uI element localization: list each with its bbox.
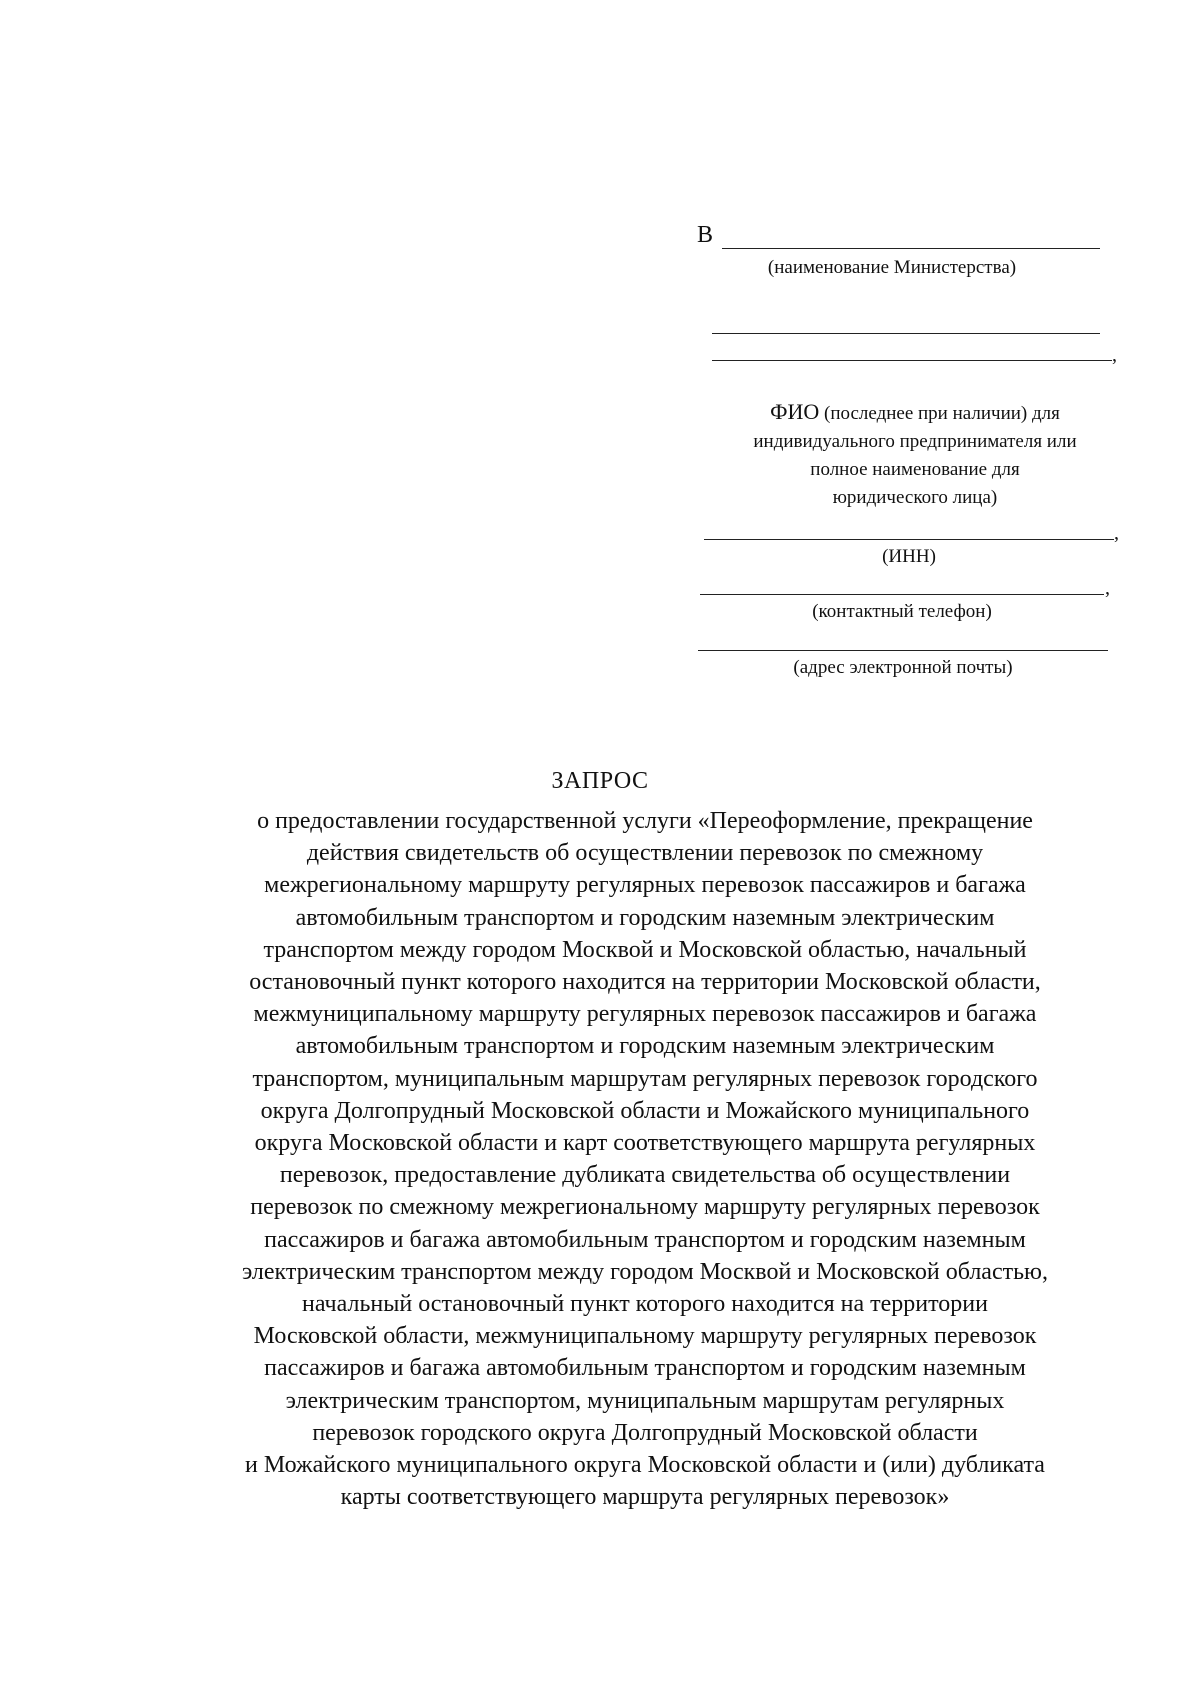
request-line: перевозок городского округа Долгопрудный Московской области: [312, 1419, 978, 1446]
request-title: ЗАПРОС: [551, 768, 649, 794]
blank-line-2: [712, 360, 1112, 361]
fio-caption-line-1: (последнее при наличии) для: [819, 403, 1060, 424]
blank-line-2-comma: ,: [1112, 344, 1117, 366]
request-line: электрическим транспортом, муниципальным маршрутам регулярных: [285, 1387, 1005, 1414]
blank-line-1: [712, 333, 1100, 334]
email-caption: (адрес электронной почты): [793, 657, 1013, 678]
inn-caption: (ИНН): [882, 546, 936, 567]
request-line: действия свидетельств об осуществлении перевозок по смежному: [306, 840, 984, 867]
request-line: и Можайского муниципального округа Московской области и (или) дубликата: [245, 1452, 1045, 1479]
inn-line-comma: ,: [1114, 522, 1119, 544]
request-line: Московской области, межмуниципальному маршруту регулярных перевозок: [253, 1323, 1037, 1350]
fio-caption: [690, 398, 1140, 512]
request-line: транспортом, муниципальным маршрутам регулярных перевозок городского: [252, 1065, 1038, 1092]
request-line: начальный остановочный пункт которого находится на территории: [302, 1291, 988, 1318]
fio-lead: ФИО: [770, 399, 820, 424]
request-line: автомобильным транспортом и городским наземным электрическим: [295, 1033, 995, 1060]
request-line: транспортом между городом Москвой и Московской областью, начальный: [263, 936, 1027, 963]
request-line: межмуниципальному маршруту регулярных перевозок пассажиров и багажа: [253, 1001, 1037, 1028]
request-line: электрическим транспортом между городом Москвой и Московской областью,: [242, 1258, 1048, 1285]
inn-line: [704, 539, 1114, 540]
request-line: пассажиров и багажа автомобильным транспортом и городским наземным: [264, 1226, 1026, 1253]
addressee-prefix: В: [697, 222, 714, 248]
request-line: межрегиональному маршруту регулярных перевозок пассажиров и багажа: [264, 872, 1026, 899]
request-body: [160, 805, 1130, 1513]
phone-line: [700, 594, 1104, 595]
request-line: автомобильным транспортом и городским наземным электрическим: [295, 904, 995, 931]
phone-caption: (контактный телефон): [812, 601, 992, 622]
request-line: остановочный пункт которого находится на территории Московской области,: [249, 969, 1041, 996]
request-line: перевозок по смежному межрегиональному маршруту регулярных перевозок: [250, 1194, 1040, 1221]
fio-caption-line-4: юридического лица): [832, 487, 998, 508]
request-line: пассажиров и багажа автомобильным транспортом и городским наземным: [264, 1355, 1026, 1382]
fio-caption-line-3: полное наименование для: [810, 459, 1020, 480]
phone-line-comma: ,: [1105, 577, 1110, 599]
request-line: округа Долгопрудный Московской области и Можайского муниципального: [260, 1097, 1030, 1124]
fio-caption-line-2: индивидуального предпринимателя или: [753, 431, 1077, 452]
ministry-caption: (наименование Министерства): [767, 257, 1017, 278]
ministry-line: [722, 248, 1100, 249]
request-line: округа Московской области и карт соответствующего маршрута регулярных: [254, 1130, 1036, 1157]
request-line: о предоставлении государственной услуги «Переоформление, прекращение: [257, 808, 1033, 834]
request-line: карты соответствующего маршрута регулярных перевозок»: [340, 1484, 950, 1511]
request-line: перевозок, предоставление дубликата свидетельства об осуществлении: [279, 1162, 1011, 1189]
email-line: [698, 650, 1108, 651]
